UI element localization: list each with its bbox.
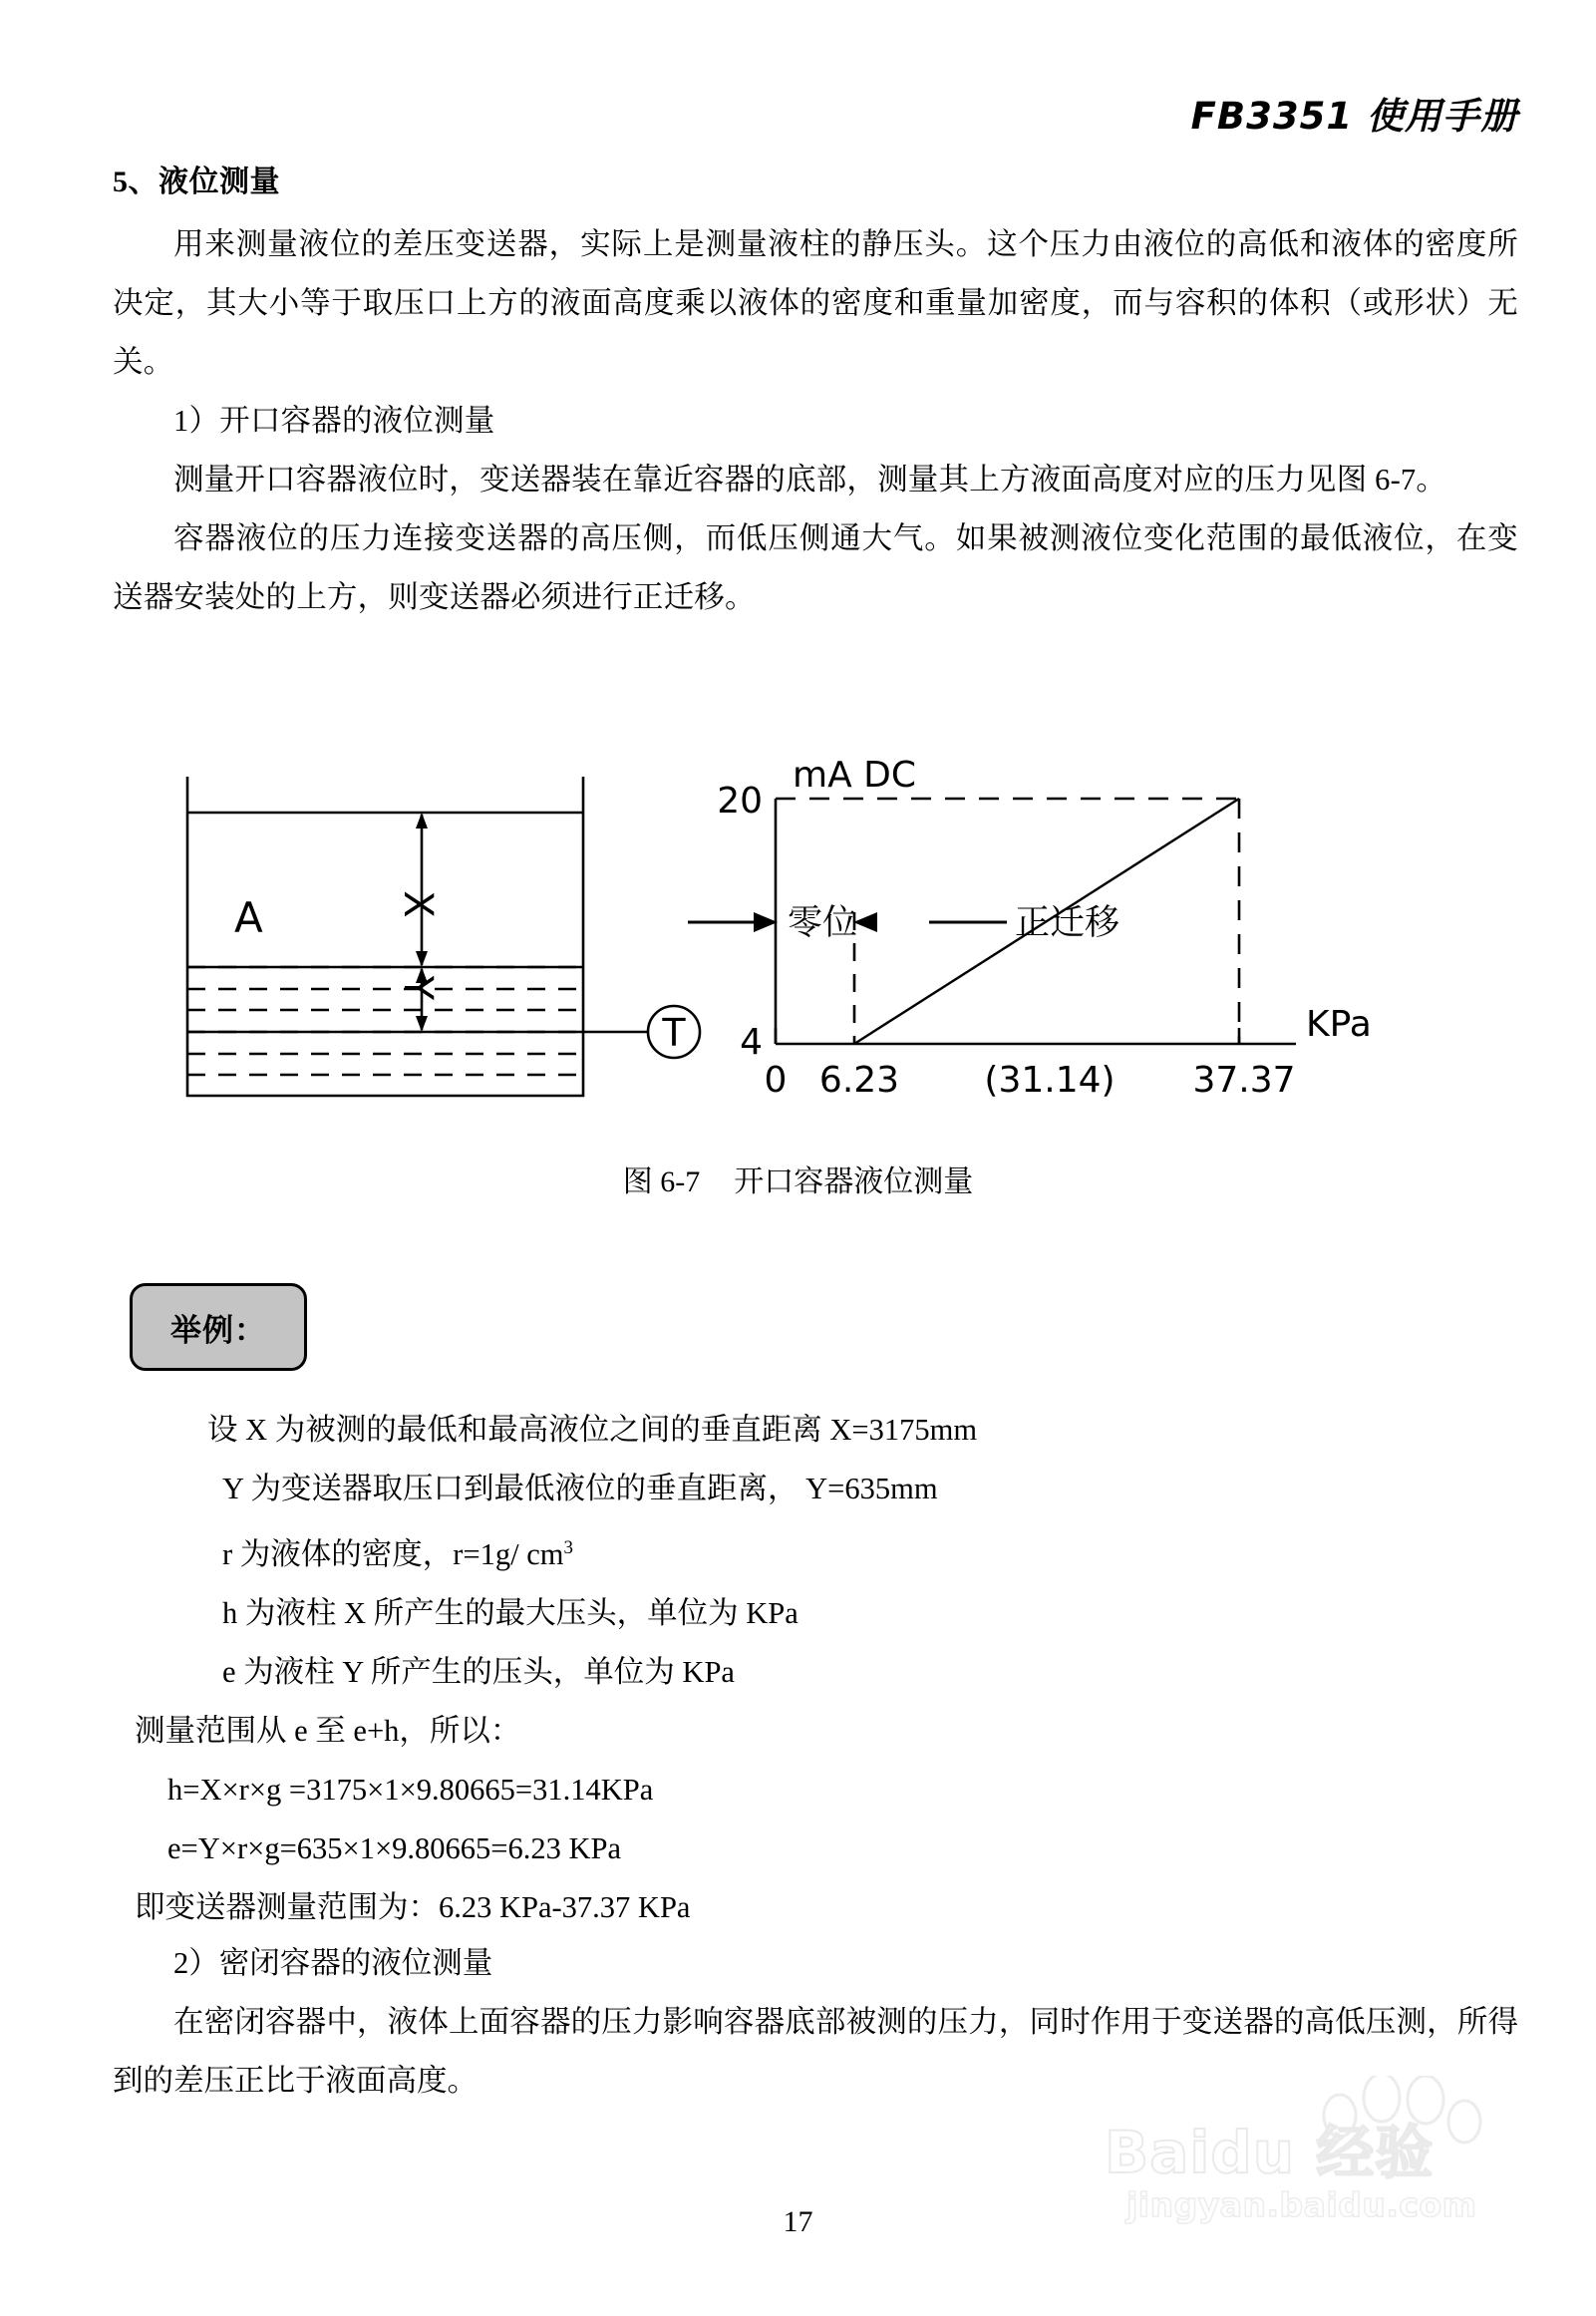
figure-caption-text: 开口容器液位测量 (734, 1165, 974, 1198)
tank-label-a: A (234, 893, 263, 942)
example-line-h: h 为液柱 X 所产生的最大压头，单位为 KPa (222, 1596, 798, 1631)
figure-6-7 (0, 733, 1596, 1132)
tank-label-x: X (395, 890, 441, 918)
liquid-hatch (187, 967, 583, 1075)
chart-xtick-623: 6.23 (818, 1060, 900, 1101)
example-badge-label: 举例： (170, 1312, 266, 1348)
chart-ytick-4: 4 (740, 1022, 763, 1063)
chart-annotation-zero: 零位 (788, 903, 858, 943)
tank-diagram (187, 777, 700, 1096)
paragraph-closed-vessel: 在密闭容器中，液体上面容器的压力影响容器底部被测的压力，同时作用于变送器的高低压测，所得到的差压正比于液面高度。 (113, 2005, 1518, 2098)
chart-xtick-0: 0 (764, 1060, 788, 1101)
chart-ytick-20: 20 (717, 781, 763, 822)
example-line-x: 设 X 为被测的最低和最高液位之间的垂直距离 X=3175mm (207, 1413, 978, 1447)
example-line-e: e 为液柱 Y 所产生的压头，单位为 KPa (222, 1655, 735, 1690)
example-line-result: 即变送器测量范围为：6.23 KPa-37.37 KPa (135, 1890, 691, 1925)
chart-annotation-shift: 正迁移 (1015, 903, 1120, 943)
example-formula-e: e=Y×r×g=635×1×9.80665=6.23 KPa (167, 1831, 622, 1866)
example-line-density (113, 1518, 1518, 1584)
paragraph-intro: 用来测量液位的差压变送器，实际上是测量液柱的静压头。这个压力由液位的高低和液体的密度所决定，其大小等于取压口上方的液面高度乘以液体的密度和重量加密度，而与容积的体积（或形状）无关。 (113, 227, 1518, 379)
chart-y-axis-label: mA DC (793, 755, 916, 796)
example-body (113, 1401, 1518, 1937)
page-number: 17 (783, 2205, 813, 2238)
figure-caption (0, 1157, 1596, 1200)
figure-6-7-svg (0, 733, 1596, 1132)
chart-xtick-3114: (31.14) (984, 1060, 1116, 1101)
closed-vessel-section (113, 1934, 1518, 2111)
watermark-url: jingyan.baidu.com (1126, 2185, 1477, 2224)
example-line-density-text: r 为液体的密度，r=1g/ cm (222, 1537, 564, 1572)
section-heading: 5、液位测量 (113, 165, 280, 198)
tank-label-y: Y (395, 975, 441, 1001)
example-line-range: 测量范围从 e 至 e+h，所以： (135, 1714, 521, 1749)
chart-xtick-3737: 37.37 (1192, 1060, 1296, 1101)
subsection-heading-closed-vessel: 2）密闭容器的液位测量 (173, 1946, 493, 1980)
subsection-heading-open-vessel: 1）开口容器的液位测量 (173, 404, 495, 438)
density-exponent: 3 (563, 1537, 573, 1558)
section-content (113, 167, 1518, 627)
figure-caption-number: 图 6-7 (622, 1165, 701, 1198)
paragraph-open-vessel: 测量开口容器液位时，变送器装在靠近容器的底部，测量其上方液面高度对应的压力见图 6-7。 (173, 463, 1447, 496)
transmitter-label: T (662, 1011, 686, 1055)
watermark-brand: Baidu 经验 (1105, 2119, 1435, 2186)
zero-arrow-head (754, 912, 778, 932)
example-badge (130, 1283, 307, 1371)
chart-x-axis-label: KPa (1306, 1004, 1372, 1045)
example-line-y: Y 为变送器取压口到最低液位的垂直距离， Y=635mm (222, 1472, 938, 1505)
example-formula-h: h=X×r×g =3175×1×9.80665=31.14KPa (167, 1773, 654, 1808)
page-header-title: FB3351 使用手册 (1190, 95, 1518, 138)
paragraph-pressure-side: 容器液位的压力连接变送器的高压侧，而低压侧通大气。如果被测液位变化范围的最低液位，在变送器安装处的上方，则变送器必须进行正迁移。 (113, 521, 1518, 614)
